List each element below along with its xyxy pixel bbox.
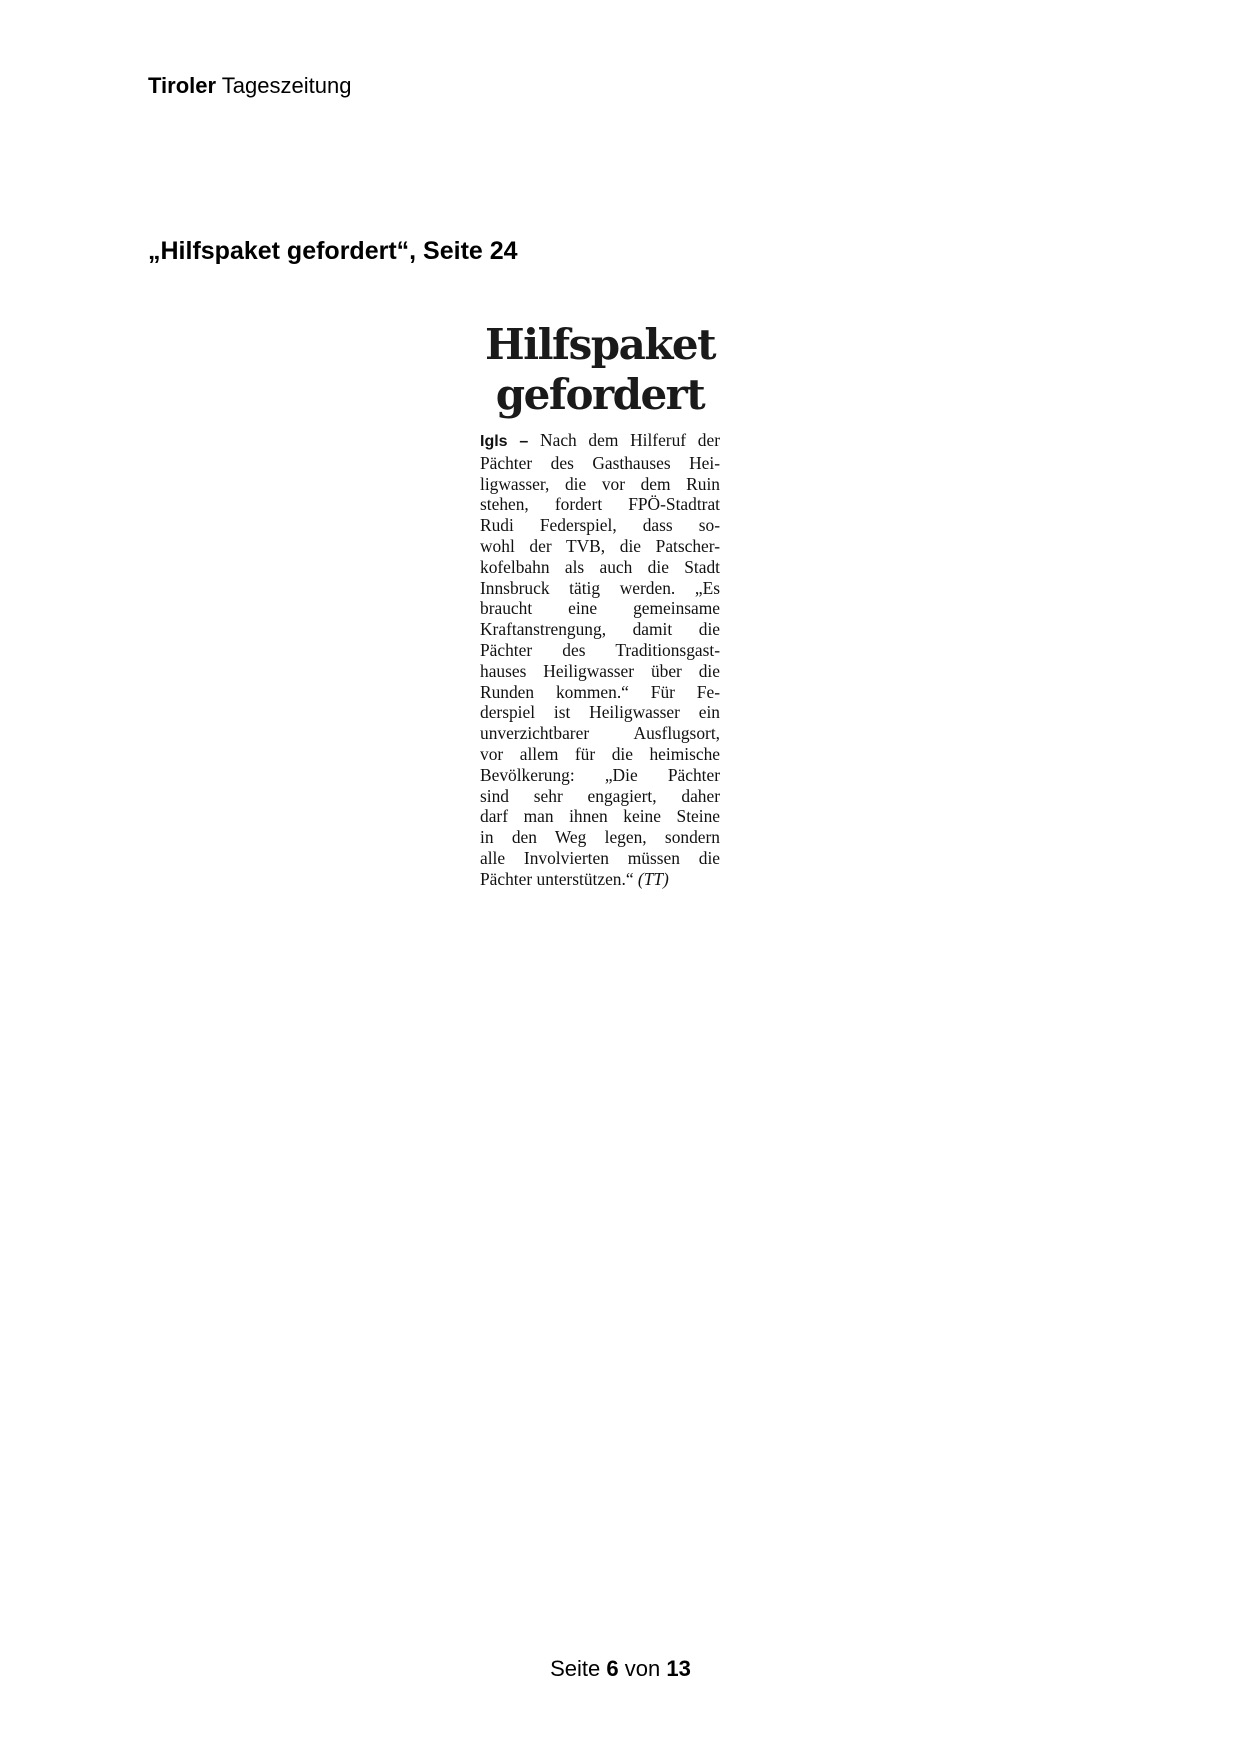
article-author: (TT) (637, 868, 669, 889)
article-line: kofelbahn als auch die Stadt (480, 556, 720, 577)
article-line: Pächter des Traditionsgast- (480, 639, 720, 660)
publication-name-bold: Tiroler (148, 73, 217, 98)
article-line: Kraftanstrengung, damit die (480, 619, 720, 640)
article-line: wohl der TVB, die Patscher- (480, 535, 720, 556)
article-line: Innsbruck tätig werden. „Es (480, 577, 720, 598)
article-line: stehen, fordert FPÖ-Stadtrat (480, 494, 720, 515)
article-line: vor allem für die heimische (480, 743, 720, 764)
article-line: alle Involvierten müssen die (480, 847, 720, 868)
clipping-title: „Hilfspaket gefordert“, Seite 24 (148, 237, 518, 265)
footer-page-number: 6 (606, 1656, 619, 1681)
article-line: Runden kommen.“ Für Fe- (480, 681, 720, 702)
publication-name (148, 73, 351, 99)
article-line: darf man ihnen keine Steine (480, 806, 720, 827)
footer-prefix: Seite (550, 1656, 601, 1681)
page-footer (0, 1656, 1241, 1682)
footer-page-total: 13 (666, 1656, 691, 1681)
article-line: sind sehr engagiert, daher (480, 785, 720, 806)
article-line-text: Pächter unterstützen.“ (480, 868, 634, 889)
article-line: braucht eine gemeinsame (480, 598, 720, 619)
dateline-dash: – (507, 433, 541, 450)
article-line: Rudi Federspiel, dass so- (480, 515, 720, 536)
publication-name-regular: Tageszeitung (221, 73, 352, 98)
newspaper-clipping (480, 320, 720, 890)
article-line: derspiel ist Heiligwasser ein (480, 702, 720, 723)
headline-line-2: gefordert (495, 370, 705, 419)
footer-middle: von (624, 1656, 661, 1681)
article-dateline: Igls (480, 433, 508, 450)
article-line: in den Weg legen, sondern (480, 827, 720, 848)
article-line-last (480, 869, 720, 890)
article-headline (480, 320, 720, 420)
article-line-1 (480, 430, 720, 453)
headline-line-1: Hilfspaket (484, 320, 716, 369)
article-line: unverzichtbarer Ausflugsort, (480, 723, 720, 744)
article-line-text: Nach dem Hilferuf der (540, 430, 720, 450)
article-line: Bevölkerung: „Die Pächter (480, 764, 720, 785)
article-body (480, 430, 720, 890)
article-line: Pächter des Gasthauses Hei- (480, 452, 720, 473)
article-line: hauses Heiligwasser über die (480, 660, 720, 681)
article-line: ligwasser, die vor dem Ruin (480, 473, 720, 494)
